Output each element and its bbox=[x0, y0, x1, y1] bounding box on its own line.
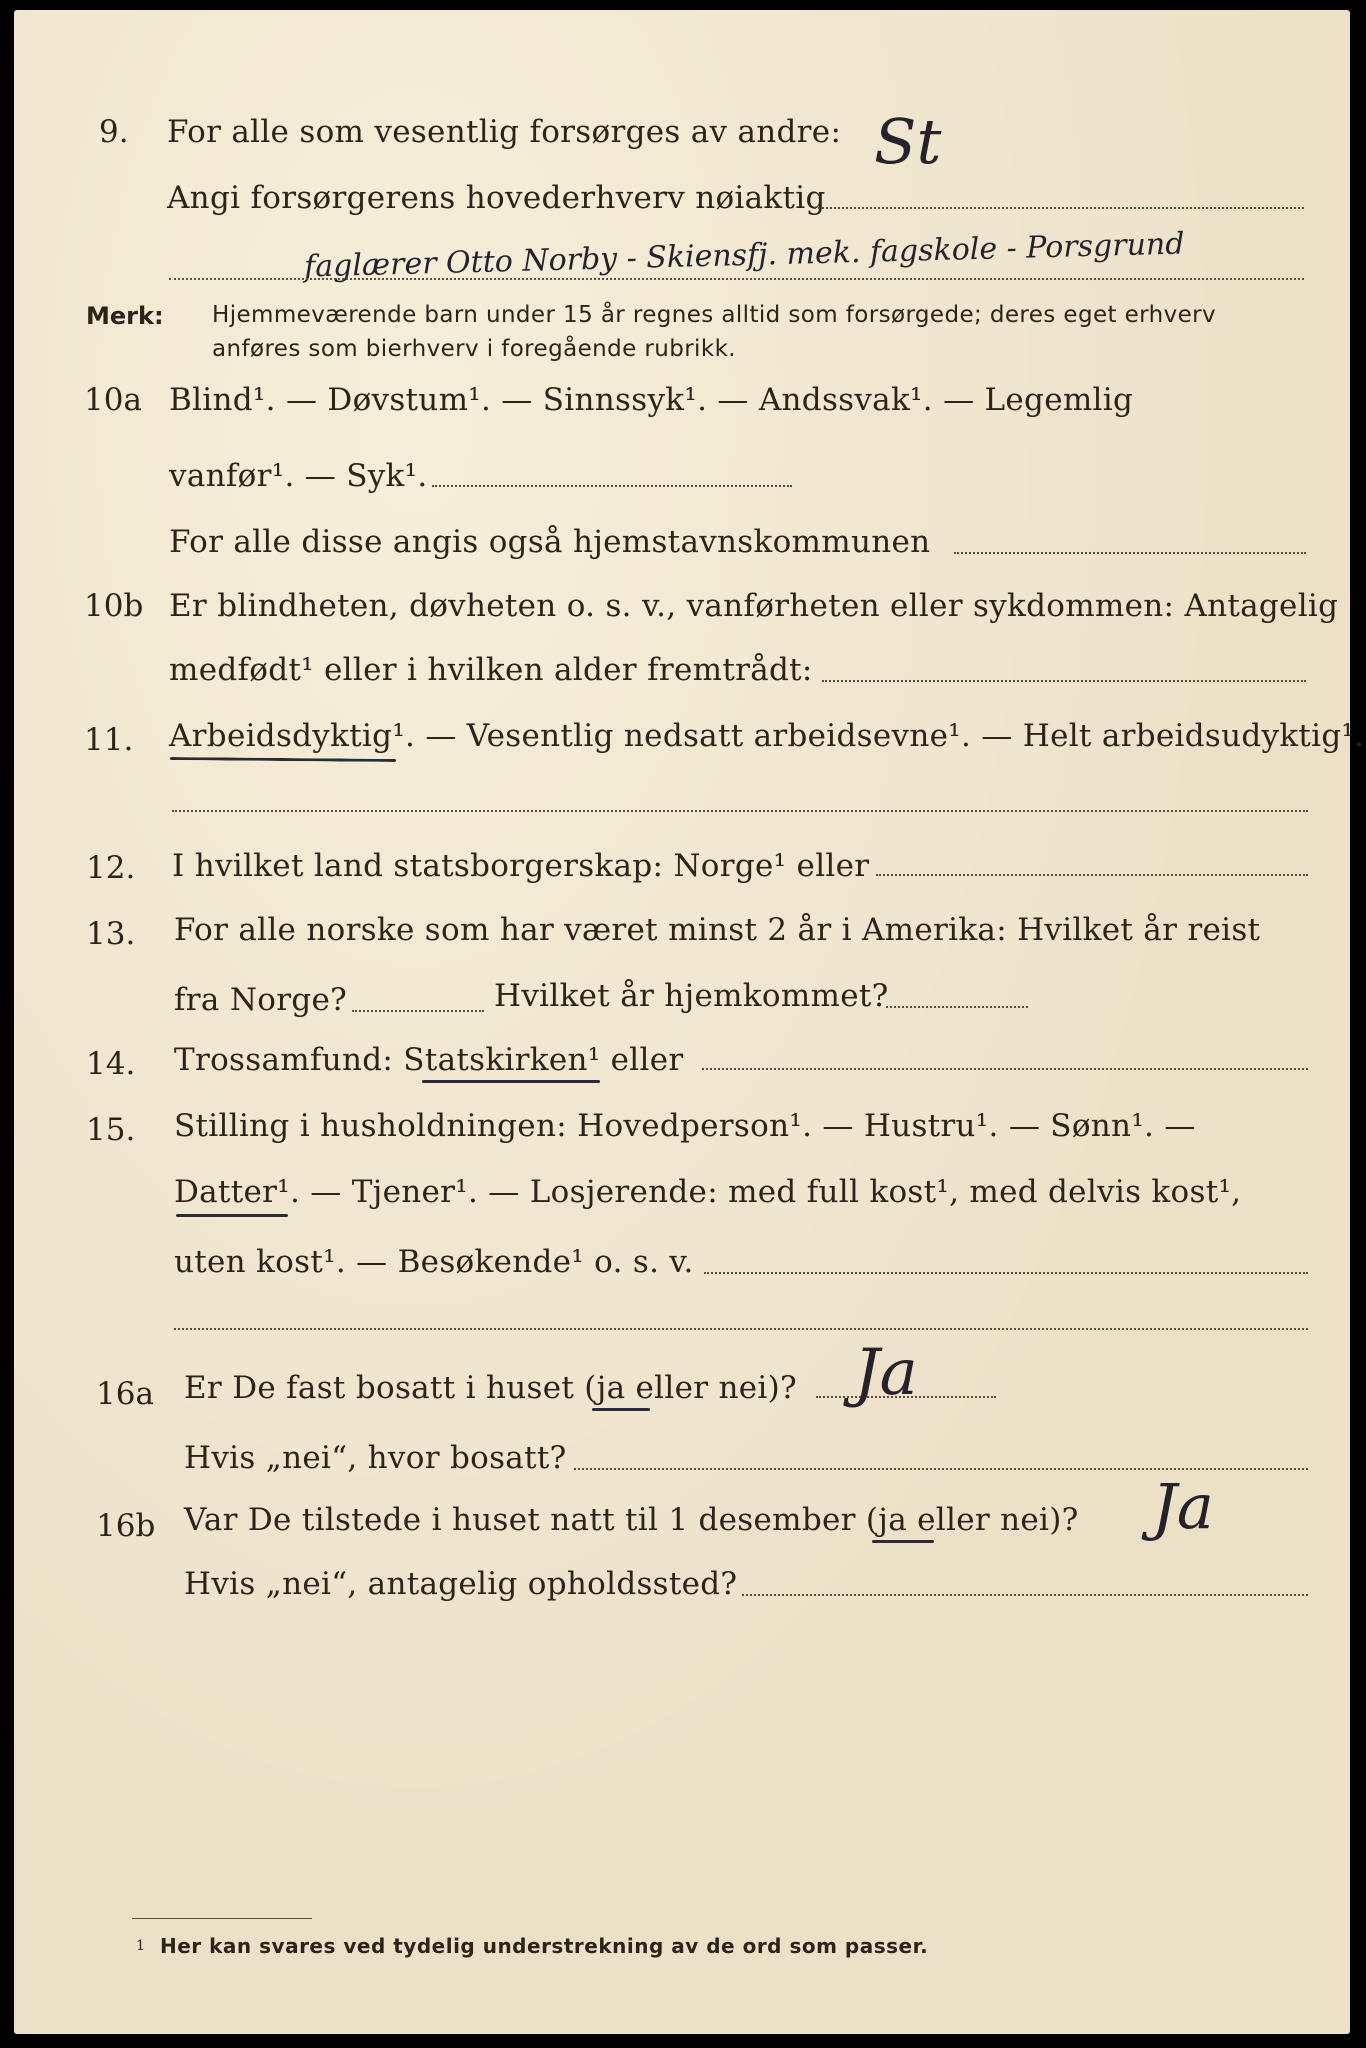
q10a-fill-line1 bbox=[432, 485, 792, 487]
q13-text-line1: For alle norske som har været minst 2 år i Amerika: Hvilket år reist bbox=[174, 912, 1261, 948]
q16b-text-line1: Var De tilstede i huset natt til 1 desember (ja eller nei)? bbox=[184, 1502, 1079, 1538]
q10a-text-line3: For alle disse angis også hjemstavnskommunen bbox=[169, 524, 931, 560]
q16b-underline-mark bbox=[872, 1540, 934, 1543]
q15-text-line2: Datter¹. — Tjener¹. — Losjerende: med full kost¹, med delvis kost¹, bbox=[174, 1174, 1242, 1210]
q10b-number: 10b bbox=[84, 588, 144, 624]
q9-handwritten-occupation: faglærer Otto Norby - Skiensfj. mek. fagskole - Porsgrund bbox=[303, 226, 1185, 285]
q12-text-line1: I hvilket land statsborgerskap: Norge¹ eller bbox=[172, 848, 870, 884]
q13-text-line2b: Hvilket år hjemkommet? bbox=[494, 978, 889, 1014]
q11-text-line1: Arbeidsdyktig¹. — Vesentlig nedsatt arbeidsevne¹. — Helt arbeidsudyktig¹. bbox=[169, 718, 1365, 754]
q15-fill-line1 bbox=[704, 1272, 1308, 1274]
q16a-text-line2: Hvis „nei“, hvor bosatt? bbox=[184, 1440, 567, 1476]
q10a-fill-line2 bbox=[954, 552, 1306, 554]
merk-label: Merk: bbox=[86, 302, 164, 330]
q9-fill-line2 bbox=[169, 278, 1304, 280]
q14-number: 14. bbox=[86, 1046, 136, 1082]
q11-underline-mark bbox=[170, 757, 396, 762]
q13-text-line2a: fra Norge? bbox=[174, 982, 348, 1018]
q12-fill-line bbox=[876, 874, 1308, 876]
q12-number: 12. bbox=[86, 850, 136, 886]
q14-fill-line bbox=[702, 1068, 1308, 1070]
q15-text-line3: uten kost¹. — Besøkende¹ o. s. v. bbox=[174, 1244, 694, 1280]
q9-handwritten-answer: St bbox=[874, 105, 942, 178]
merk-text-line1: Hjemmeværende barn under 15 år regnes alltid som forsørgede; deres eget erhverv bbox=[212, 302, 1217, 328]
q16a-underline-mark bbox=[592, 1408, 650, 1411]
footnote-mark: 1 bbox=[136, 1938, 145, 1954]
q10a-text-line1: Blind¹. — Døvstum¹. — Sinnssyk¹. — Andssvak¹. — Legemlig bbox=[169, 382, 1134, 418]
q9-text-line2: Angi forsørgerens hovederhverv nøiaktig bbox=[167, 180, 826, 216]
q13-fill-line-departure bbox=[352, 1010, 484, 1012]
q13-fill-line-return bbox=[886, 1006, 1028, 1008]
q10b-text-line1: Er blindheten, døvheten o. s. v., vanførheten eller sykdommen: Antagelig bbox=[169, 588, 1339, 624]
q9-fill-line1 bbox=[814, 207, 1304, 209]
q15-number: 15. bbox=[86, 1112, 136, 1148]
q11-fill-line bbox=[172, 810, 1308, 812]
q16b-handwritten-answer: Ja bbox=[1152, 1470, 1214, 1543]
q15-text-line1: Stilling i husholdningen: Hovedperson¹. — Hustru¹. — Sønn¹. — bbox=[174, 1108, 1196, 1144]
q10a-number: 10a bbox=[84, 382, 142, 418]
q16b-fill-line bbox=[742, 1594, 1308, 1596]
q15-fill-line2 bbox=[174, 1328, 1308, 1330]
q11-number: 11. bbox=[84, 722, 134, 758]
q13-number: 13. bbox=[86, 916, 136, 952]
q16a-text-line1: Er De fast bosatt i huset (ja eller nei)? bbox=[184, 1370, 797, 1406]
q15-underline-mark bbox=[176, 1214, 288, 1217]
q16a-number: 16a bbox=[96, 1376, 154, 1412]
q9-number: 9. bbox=[99, 114, 129, 150]
q14-underline-mark bbox=[422, 1080, 600, 1083]
q14-text-line1: Trossamfund: Statskirken¹ eller bbox=[174, 1042, 684, 1078]
q10a-text-line2: vanfør¹. — Syk¹. bbox=[169, 458, 428, 494]
q16a-handwritten-answer: Ja bbox=[854, 1336, 918, 1410]
footnote-text: Her kan svares ved tydelig understrekning av de ord som passer. bbox=[160, 1934, 929, 1958]
q9-text-line1: For alle som vesentlig forsørges av andre: bbox=[167, 114, 842, 150]
q10b-fill-line bbox=[822, 680, 1306, 682]
q10b-text-line2: medfødt¹ eller i hvilken alder fremtrådt: bbox=[169, 652, 813, 688]
footnote-divider bbox=[132, 1918, 312, 1919]
q16b-number: 16b bbox=[96, 1508, 156, 1544]
q16b-text-line2: Hvis „nei“, antagelig opholdssted? bbox=[184, 1566, 738, 1602]
census-form-page bbox=[14, 10, 1365, 2034]
merk-text-line2: anføres som bierhverv i foregående rubrikk. bbox=[212, 336, 736, 362]
